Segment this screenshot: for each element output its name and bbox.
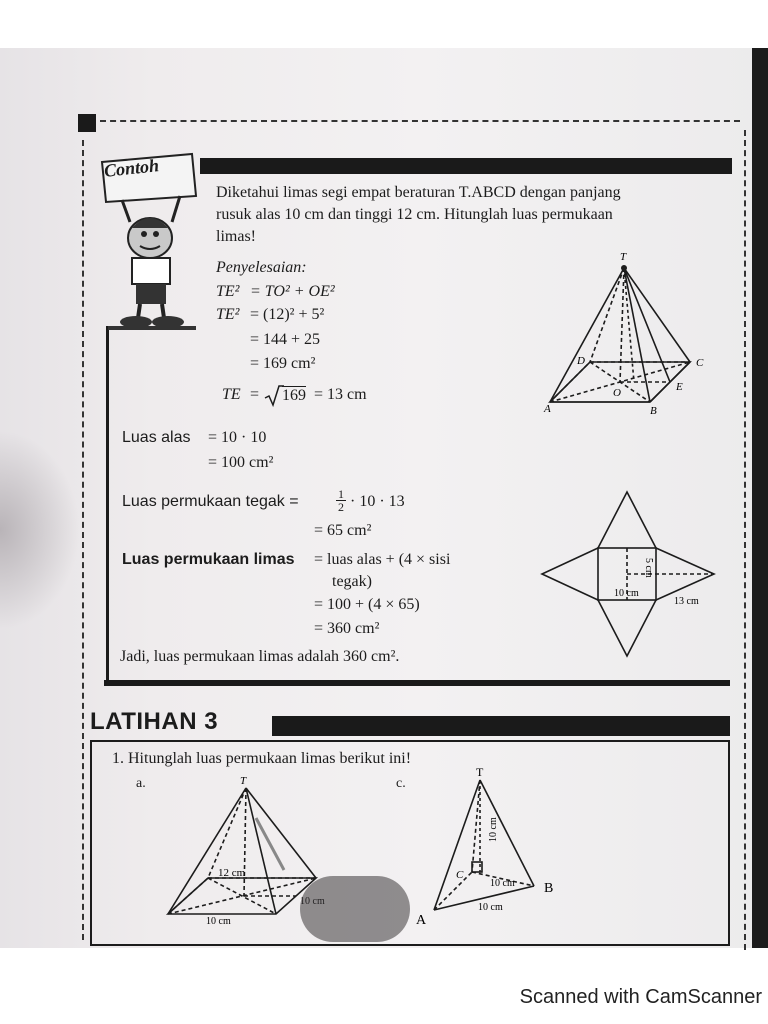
fig-c-B: B bbox=[544, 881, 554, 896]
contoh-left-rule bbox=[106, 326, 109, 686]
luas-alas-line2: = 100 cm² bbox=[208, 454, 274, 471]
limas-line2: = 100 + (4 × 65) bbox=[314, 596, 420, 613]
page-shadow bbox=[0, 430, 80, 630]
label-B: B bbox=[650, 405, 657, 417]
fig-a-height: 12 cm bbox=[218, 867, 246, 879]
frac-half bbox=[336, 488, 346, 513]
problem-line-3: limas! bbox=[216, 228, 256, 245]
photo-shadow bbox=[300, 876, 410, 942]
limas-line1: = luas alas + (4 × sisi bbox=[314, 551, 451, 568]
problem-line-1: Diketahui limas segi empat beraturan T.ABCD dengan panjang bbox=[216, 184, 621, 201]
eq2-lhs: TE² bbox=[216, 306, 240, 323]
fig-a-T: T bbox=[240, 775, 247, 787]
limas-line3: = 360 cm² bbox=[314, 620, 380, 637]
eq2-rhs: = (12)² + 5² bbox=[250, 306, 325, 323]
tegak-label: Luas permukaan tegak = bbox=[122, 493, 299, 510]
sub-c-label: c. bbox=[396, 776, 406, 791]
top-dashed-border bbox=[100, 120, 740, 122]
latihan-question-1: 1. Hitunglah luas permukaan limas berikut ini! bbox=[112, 750, 412, 767]
right-dashed-border bbox=[744, 130, 746, 950]
frac-num: 1 bbox=[338, 487, 344, 501]
label-T: T bbox=[620, 251, 627, 263]
limas-line1b: tegak) bbox=[332, 573, 372, 590]
contoh-header-bar bbox=[200, 158, 732, 174]
fig-c-C: C bbox=[456, 869, 464, 881]
eq1-lhs: TE² bbox=[216, 283, 240, 300]
tegak-line1: · 10 · 13 bbox=[350, 493, 405, 510]
conclusion: Jadi, luas permukaan limas adalah 360 cm². bbox=[120, 648, 400, 665]
eq5-eq: = bbox=[250, 386, 260, 403]
fig-c-A: A bbox=[416, 913, 427, 926]
latihan-title: LATIHAN 3 bbox=[90, 708, 219, 735]
label-E: E bbox=[676, 381, 683, 393]
net-label-5cm: 5 cm bbox=[643, 558, 654, 578]
contoh-badge-text: Contoh bbox=[103, 155, 160, 181]
eq5-radicand: 169 bbox=[282, 387, 306, 404]
frac-den: 2 bbox=[338, 500, 344, 514]
sqrt-symbol bbox=[264, 384, 284, 408]
problem-line-2: rusuk alas 10 cm dan tinggi 12 cm. Hitunglah luas permukaan bbox=[216, 206, 613, 223]
eq4: = 169 cm² bbox=[250, 355, 316, 372]
sub-a-label: a. bbox=[136, 776, 146, 791]
book-binding bbox=[752, 48, 768, 948]
eq3: = 144 + 25 bbox=[250, 331, 321, 348]
net-label-10cm: 10 cm bbox=[614, 588, 639, 599]
solution-heading: Penyelesaian: bbox=[216, 259, 307, 276]
eq5-lhs: TE bbox=[222, 386, 241, 403]
fig-c-T: T bbox=[476, 766, 484, 779]
luas-alas-line1: = 10 · 10 bbox=[208, 429, 267, 446]
fig-c-side2: 10 cm bbox=[478, 902, 503, 913]
corner-square bbox=[78, 114, 96, 132]
scanner-watermark: Scanned with CamScanner bbox=[519, 986, 762, 1008]
fig-c-side1: 10 cm bbox=[490, 878, 515, 889]
pyramid-net-figure bbox=[540, 488, 720, 660]
exercise-c-pyramid bbox=[410, 766, 570, 926]
latihan-header-bar bbox=[272, 716, 730, 736]
label-C: C bbox=[696, 357, 704, 369]
eq1-rhs: = TO² + OE² bbox=[250, 283, 335, 300]
eq5-result: = 13 cm bbox=[314, 386, 367, 403]
fig-a-side1: 10 cm bbox=[206, 916, 231, 924]
net-label-13cm: 13 cm bbox=[674, 596, 699, 607]
label-D: D bbox=[577, 355, 585, 367]
fig-c-height: 10 cm bbox=[488, 817, 499, 842]
limas-label: Luas permukaan limas bbox=[122, 551, 295, 568]
left-dashed-border bbox=[82, 140, 84, 940]
label-O: O bbox=[613, 387, 621, 399]
tegak-line2: = 65 cm² bbox=[314, 522, 372, 539]
luas-alas-label: Luas alas bbox=[122, 429, 191, 446]
pyramid-figure bbox=[540, 250, 720, 420]
label-A: A bbox=[544, 403, 551, 415]
contoh-bottom-rule bbox=[104, 680, 730, 686]
